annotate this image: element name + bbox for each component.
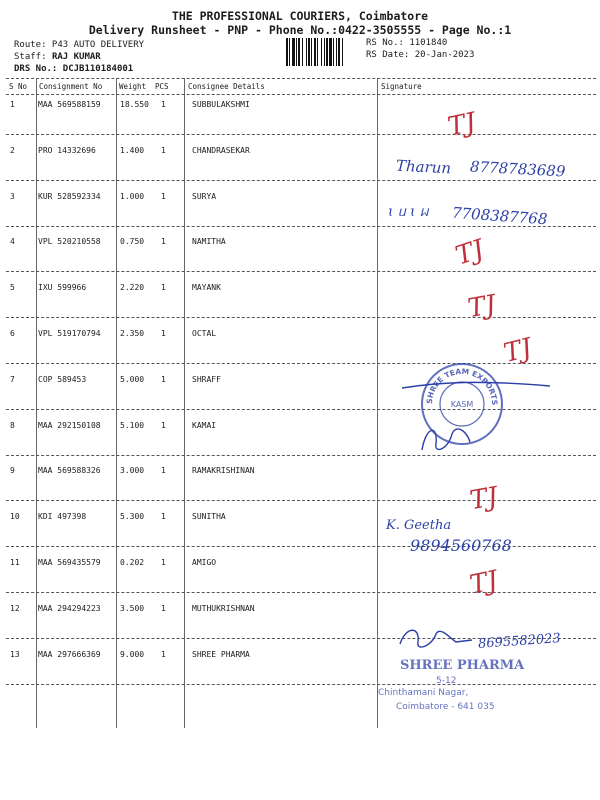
cell-pcs: 1: [161, 237, 166, 247]
barcode-bar: [342, 38, 343, 66]
signature-row10-name: K. Geetha: [386, 518, 452, 533]
cell-consignee: SHRAFF: [192, 374, 221, 384]
cell-consignment: MAA 569588326: [38, 466, 101, 476]
row-rule: [6, 226, 596, 227]
initials-row1: TJ: [445, 107, 479, 143]
barcode-bar: [292, 38, 295, 66]
barcode-bar: [338, 38, 340, 66]
row-rule: [6, 180, 596, 181]
initials-row4: TJ: [452, 234, 488, 272]
column-divider: [377, 78, 378, 728]
initials-row5: TJ: [465, 289, 499, 325]
cell-consignee: RAMAKRISHINAN: [192, 466, 255, 476]
cell-weight: 5.000: [120, 374, 145, 384]
pharma-stamp-line4: Coimbatore - 641 035: [396, 702, 495, 712]
row-rule: [6, 271, 596, 272]
barcode-bar: [289, 38, 290, 66]
column-divider: [36, 78, 37, 728]
signature-row7-scribble: [400, 378, 560, 418]
rs-number: RS No.: 1101840: [366, 38, 448, 48]
cell-consignment: VPL 520210558: [38, 237, 101, 247]
cell-sno: 10: [10, 512, 20, 522]
cell-consignee: OCTAL: [192, 329, 217, 338]
cell-pcs: 1: [161, 191, 166, 201]
cell-consignee: NAMITHA: [192, 237, 226, 247]
cell-weight: 5.100: [120, 420, 145, 430]
column-divider: [184, 78, 185, 728]
barcode: [286, 38, 364, 66]
barcode-bar: [311, 38, 312, 66]
barcode-bar: [314, 38, 316, 66]
cell-sno: 7: [10, 374, 15, 384]
cell-pcs: 1: [161, 420, 166, 430]
signature-row3-mark: ɩ ᥙ ɩ ᥕ: [388, 204, 429, 220]
cell-pcs: 1: [161, 374, 166, 384]
cell-pcs: 1: [161, 603, 166, 613]
cell-sno: 2: [10, 145, 15, 155]
drs-label: DRS No.:: [14, 64, 58, 74]
barcode-bar: [296, 38, 297, 66]
barcode-bar: [298, 38, 300, 66]
signature-row8-scribble: [418, 420, 478, 456]
runsheet-subtitle: Delivery Runsheet - PNP - Phone No.:0422-3505555 - Page No.:1: [88, 23, 512, 37]
barcode-bar: [326, 38, 328, 66]
pharma-stamp-name: SHREE PHARMA: [400, 658, 525, 673]
barcode-bar: [324, 38, 325, 66]
cell-consignment: KDI 497398: [38, 512, 87, 522]
cell-sno: 13: [10, 649, 20, 659]
cell-pcs: 1: [161, 145, 166, 155]
cell-pcs: 1: [161, 283, 166, 293]
cell-consignee: SHREE PHARMA: [192, 649, 250, 659]
cell-consignment: VPL 519170794: [38, 329, 101, 338]
cell-weight: 9.000: [120, 649, 145, 659]
runsheet-title: THE PROFESSIONAL COURIERS, Coimbatore: [171, 9, 429, 23]
barcode-bar: [302, 38, 303, 66]
cell-consignee: SUNITHA: [192, 512, 226, 522]
cell-weight: 1.000: [120, 191, 145, 201]
cell-weight: 2.220: [120, 283, 145, 293]
cell-sno: 8: [10, 420, 15, 430]
cell-consignee: MAYANK: [192, 283, 221, 293]
initials-row11: TJ: [467, 565, 501, 601]
cell-weight: 18.550: [120, 100, 149, 109]
barcode-bar: [308, 38, 310, 66]
row-rule: [6, 317, 596, 318]
pharma-stamp-line3: Chinthamani Nagar,: [378, 688, 469, 698]
signature-row13-scribble: [396, 624, 476, 654]
cell-weight: 1.400: [120, 145, 145, 155]
cell-consignee: CHANDRASEKAR: [192, 145, 250, 155]
row-rule: [6, 134, 596, 135]
staff-label: Staff:: [14, 52, 47, 62]
barcode-bar: [317, 38, 318, 66]
pharma-stamp-line2: 5-12: [436, 676, 457, 686]
row-rule: [6, 592, 596, 593]
pharma-stamp: [372, 654, 572, 724]
cell-consignment: MAA 297666369: [38, 649, 101, 659]
drs-line: [14, 64, 133, 74]
row-rule: [6, 500, 596, 501]
stamp-circle-center: KASM: [450, 400, 474, 409]
column-divider: [116, 78, 117, 728]
cell-consignment: MAA 292150108: [38, 420, 101, 430]
cell-sno: 1: [10, 100, 15, 109]
cell-consignee: KAMAI: [192, 420, 217, 430]
cell-consignment: IXU 599966: [38, 283, 87, 293]
barcode-bar: [286, 38, 288, 66]
cell-weight: 0.750: [120, 237, 145, 247]
col-header-consignee: Consignee Details: [188, 82, 265, 91]
cell-consignee: MUTHUKRISHNAN: [192, 603, 255, 613]
cell-sno: 5: [10, 283, 15, 293]
cell-consignment: KUR 528592334: [38, 191, 101, 201]
signature-row10-phone: 9894560768: [410, 536, 512, 555]
signature-row2-name: Tharun: [395, 156, 452, 178]
signature-row2-phone: 8778783689: [469, 157, 566, 181]
cell-weight: 5.300: [120, 512, 145, 522]
cell-consignment: MAA 294294223: [38, 603, 101, 613]
row-rule: [6, 455, 596, 456]
cell-sno: 12: [10, 603, 20, 613]
cell-pcs: 1: [161, 329, 166, 338]
barcode-bar: [329, 38, 332, 66]
signature-row13-phone: 8695582023: [477, 631, 562, 652]
cell-consignee: AMIGO: [192, 558, 217, 567]
barcode-bar: [333, 38, 334, 66]
route-label: Route: P43 AUTO DELIVERY: [14, 40, 145, 50]
cell-pcs: 1: [161, 558, 166, 567]
cell-pcs: 1: [161, 649, 166, 659]
cell-sno: 6: [10, 329, 15, 338]
staff-value: RAJ KUMAR: [51, 52, 101, 62]
cell-pcs: 1: [161, 100, 166, 109]
staff-line: [14, 52, 101, 62]
drs-value: DCJB110184001: [62, 64, 134, 74]
cell-consignment: COP 589453: [38, 374, 87, 384]
cell-sno: 9: [10, 466, 15, 476]
rs-date: RS Date: 20-Jan-2023: [366, 50, 475, 60]
barcode-bar: [321, 38, 322, 66]
barcode-bar: [336, 38, 337, 66]
stamp-circle-text: SHREE TEAM EXPORTS: [424, 366, 500, 406]
cell-sno: 3: [10, 191, 15, 201]
cell-consignee: SUBBULAKSHMI: [192, 100, 250, 109]
table-top-rule: [6, 78, 596, 79]
cell-weight: 2.350: [120, 329, 145, 338]
cell-pcs: 1: [161, 466, 166, 476]
col-header-weight: Weight: [119, 82, 147, 91]
col-header-pcs: PCS: [155, 82, 169, 91]
barcode-bar: [306, 38, 307, 66]
initials-row9: TJ: [467, 481, 501, 517]
initials-row6: TJ: [500, 333, 535, 369]
cell-weight: 3.000: [120, 466, 145, 476]
col-header-consignment: Consignment No: [39, 82, 103, 91]
cell-sno: 11: [10, 558, 20, 567]
cell-consignee: SURYA: [192, 191, 217, 201]
cell-consignment: PRO 14332696: [38, 145, 96, 155]
cell-weight: 3.500: [120, 603, 145, 613]
col-header-signature: Signature: [381, 82, 422, 91]
col-header-sno: S No: [9, 82, 28, 91]
cell-pcs: 1: [161, 512, 166, 522]
header-rule: [6, 94, 596, 95]
cell-weight: 0.202: [120, 558, 145, 567]
cell-sno: 4: [10, 237, 15, 247]
signature-row3-phone: 7708387768: [451, 203, 548, 229]
cell-consignment: MAA 569435579: [38, 558, 101, 567]
cell-consignment: MAA 569588159: [38, 100, 101, 109]
